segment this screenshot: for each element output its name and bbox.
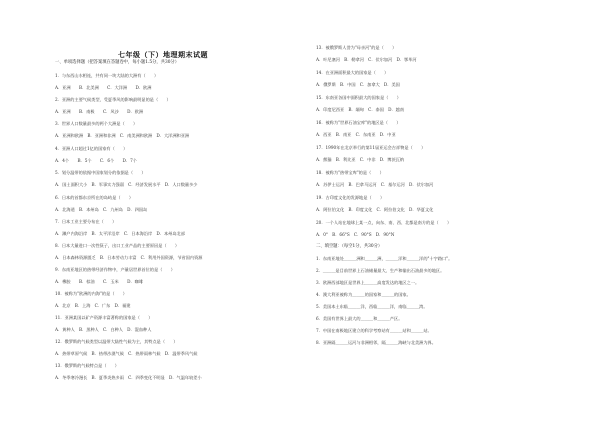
- question-options: A．亚洲 B．南极 C．风沙 D．欧洲: [55, 109, 144, 114]
- fill-question: 6．美国有世界上最大的＿＿＿和＿＿＿产区。: [316, 316, 403, 321]
- question-options: A．西亚 B．南亚 C．东南亚 D．中亚: [316, 132, 396, 137]
- question-stem: 17．1990年在北京举行的第11届亚运会吉祥物是（ ）: [316, 145, 426, 150]
- question-stem: 8．日本大量进口一次性筷子，出口工业产品的主要原因是（ ）: [55, 243, 180, 248]
- question-stem: 19．古印度文化的发源地是（ ）: [316, 195, 385, 200]
- question-stem: 2．亚洲的主要气候类型，受夏季风的影响最明显的是（ ）: [55, 97, 171, 102]
- question-options: A．黄种人 B．黑种人 C．白种人 D．混血种人: [55, 327, 152, 332]
- fill-question: 1．东南亚地处＿＿＿洲和＿＿＿洲，＿＿＿洋和＿＿＿洋的"十字路口"。: [316, 256, 453, 261]
- fill-question: 5．美国本土东临＿＿＿洋，西临＿＿＿洋，南临＿＿＿湾。: [316, 304, 428, 309]
- question-stem: 11．亚洲某国以矿产资源丰富著称的国家是（ ）: [55, 315, 153, 320]
- fill-question: 8．亚洲隔＿＿＿运河与非洲相邻，隔＿＿＿海峡与北美洲为界。: [316, 340, 436, 345]
- question-options: A．熊猫 B．利比亚 C．中非 D．博茨瓦纳: [316, 157, 405, 162]
- question-options: A．叶尼塞河 B．勒拿河 C．伏尔加河 D．鄂毕河: [316, 57, 417, 62]
- question-options: A．4个 B．5个 C．6个 D．7个: [55, 158, 137, 163]
- fill-question: 3．欧洲西部地区是世界上＿＿＿高度发达的地区之一。: [316, 280, 420, 285]
- question-options: A．0° B．66°S C．90°S D．90°N: [316, 232, 395, 237]
- question-stem: 9．东南亚地区的热带经济作物中，产量居世界首位的是（ ）: [55, 267, 175, 272]
- question-options: A．亚洲 B．北美洲 C．大洋洲 D．欧洲: [55, 85, 152, 90]
- question-options: A．阿拉伯文化 B．印度文化 C．阿拉伯文化 D．华夏文化: [316, 207, 434, 212]
- question-options: A．北京 B．上海 C．广东 D．福建: [55, 303, 131, 308]
- section-heading-fill: 二、填空题：（每空1分，共30分）: [316, 244, 383, 249]
- question-stem: 18．被称为"热带宝库"的是（ ）: [316, 170, 384, 175]
- question-options: A．冬季寒冷漫长 B．夏季炎热多雨 C．四季变化不明显 D．气温年较差小: [55, 375, 202, 380]
- question-options: A．热带草原气候 B．热带沙漠气候 C．热带雨林气候 D．温带季风气候: [55, 351, 198, 356]
- page-title: 七年级（下）地理期末试题: [118, 50, 208, 59]
- question-options: A．印度尼西亚 B．缅甸 C．泰国 D．越南: [316, 107, 405, 112]
- question-options: A．橡胶 B．棕油 C．玉米 D．咖啡: [55, 279, 144, 284]
- fill-question: 7．中国在南极地区建立的科学考察站有＿＿＿站和＿＿＿站。: [316, 328, 432, 333]
- question-stem: 13．被俄罗斯人誉为"母亲河"的是（ ）: [316, 45, 397, 50]
- question-stem: 20．一个人站在地球上某一点，向东、南、西、北都是南方的是（ ）: [316, 220, 452, 225]
- question-options: A．北海道 B．本州岛 C．九州岛 D．四国岛: [55, 207, 148, 212]
- question-stem: 15．东南亚各国中面积最大的国家是（ ）: [316, 95, 401, 100]
- question-options: A．俄罗斯 B．中国 C．加拿大 D．美国: [316, 82, 400, 87]
- question-stem: 4．亚洲人口超过1亿的国家有（ ）: [55, 146, 128, 151]
- question-stem: 5．划分温带的依据中国家划分的依据是（ ）: [55, 170, 146, 175]
- question-stem: 10．被称为"欧洲的内海"的是（ ）: [55, 291, 127, 296]
- fill-question: 4．澳大利亚被称为＿＿＿的国家和＿＿＿的国家。: [316, 292, 411, 297]
- question-stem: 12．俄罗斯的气候类型以温带大陆性气候为主，其特点是（ ）: [55, 339, 178, 344]
- question-options: A．国土面积大小 B．军事实力强弱 C．经济发展水平 D．人口数量多少: [55, 182, 198, 187]
- question-stem: 16．被称为"世界石油宝库"的地区是（ ）: [316, 120, 401, 125]
- section-heading-choice: 一、单项选择题（把答案填在答题卷中，每小题1.5分，共30分）: [55, 60, 180, 65]
- question-stem: 6．日本的首都东京所在的岛屿是（ ）: [55, 195, 134, 200]
- question-options: A．苏伊士运河 B．巴拿马运河 C．基尔运河 D．伏尔加河: [316, 182, 434, 187]
- question-stem: 1．与东西山水相连，共有同一块大陆的大洲有（ ）: [55, 73, 159, 78]
- question-stem: 14．在亚洲面积最大的国家是（ ）: [316, 70, 389, 75]
- question-stem: 3．世界人口数量最多的两个大洲是（ ）: [55, 121, 138, 126]
- question-options: A．濑户内海沿岸 B．太平洋沿岸 C．日本海沿岸 D．本州岛北部: [55, 231, 185, 236]
- question-options: A．亚洲和欧洲 B．亚洲和非洲 C．南美洲和欧洲 D．大洋洲和亚洲: [55, 133, 190, 138]
- question-stem: 7．日本工业主要分布在（ ）: [55, 219, 117, 224]
- question-stem: 13．俄罗斯的气候特点是（ ）: [55, 363, 119, 368]
- question-options: A．日本森林资源匮乏 B．日本劳动力丰富 C．利用外国资源，节省国内资源: [55, 255, 203, 260]
- fill-question: 2．＿＿＿是目前世界上石油储量最大、生产和输出石油最多的地区。: [316, 268, 445, 273]
